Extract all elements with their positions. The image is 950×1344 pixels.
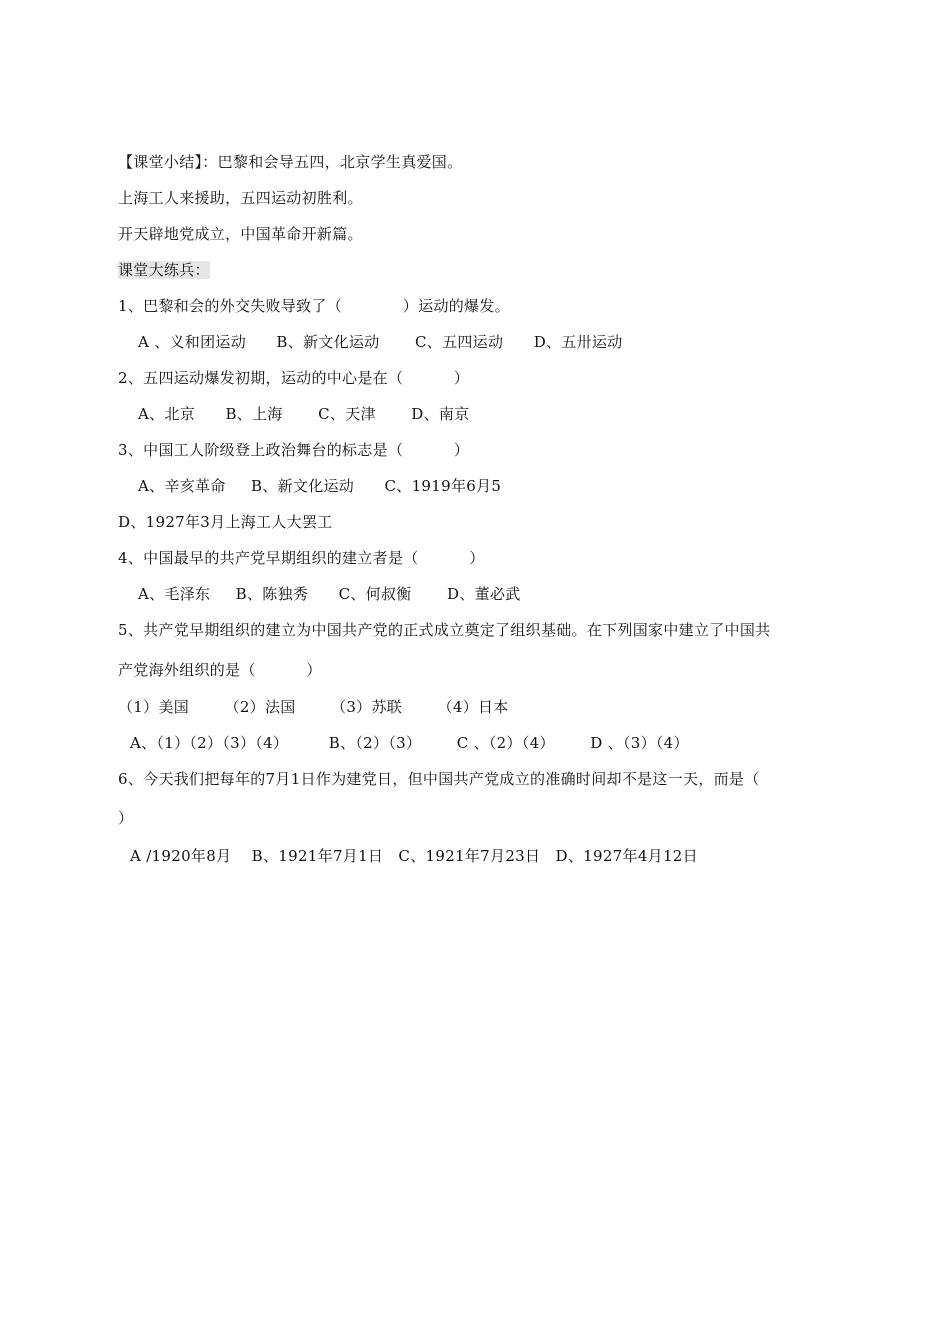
question-3-option-d: D、1927年3月上海工人大罢工 [118, 513, 333, 531]
question-1-options: A 、义和团运动 B、新文化运动 C、五四运动 D、五卅运动 [138, 333, 623, 351]
question-5-stem-line-2: 产党海外组织的是（ ） [118, 661, 322, 679]
question-3-options: A、辛亥革命 B、新文化运动 C、1919年6月5 [138, 477, 502, 495]
question-4-stem: 4、中国最早的共产党早期组织的建立者是（ ） [118, 549, 485, 567]
question-3-stem: 3、中国工人阶级登上政治舞台的标志是（ ） [118, 441, 470, 459]
practice-heading-text: 课堂大练兵： [118, 261, 210, 279]
question-5-options: A、（1）（2）（3）（4） B、（2）（3） C 、（2）（4） D 、（3）（4） [130, 734, 689, 752]
question-5-stem-line-1: 5、共产党早期组织的建立为中国共产党的正式成立奠定了组织基础。在下列国家中建立了中国共 [118, 621, 771, 639]
question-6-stem-line-2: ） [118, 809, 134, 827]
question-1-stem: 1、巴黎和会的外交失败导致了（ ）运动的爆发。 [118, 297, 510, 315]
question-2-options: A、北京 B、上海 C、天津 D、南京 [138, 405, 470, 423]
question-2-stem: 2、五四运动爆发初期，运动的中心是在（ ） [118, 369, 470, 387]
question-4-options: A、毛泽东 B、陈独秀 C、何叔衡 D、董必武 [138, 585, 521, 603]
practice-heading [118, 260, 210, 280]
question-5-choices: （1）美国 （2）法国 （3）苏联 （4）日本 [118, 698, 509, 716]
summary-line-2: 上海工人来援助，五四运动初胜利。 [118, 189, 363, 207]
summary-line-3: 开天辟地党成立，中国革命开新篇。 [118, 225, 363, 243]
summary-line-1: 【课堂小结】：巴黎和会导五四，北京学生真爱国。 [118, 153, 463, 171]
question-6-stem-line-1: 6、今天我们把每年的7月1日作为建党日，但中国共产党成立的准确时间却不是这一天，而是（ [118, 770, 760, 788]
question-6-options: A /1920年8月 B、1921年7月1日 C、1921年7月23日 D、1927年4月12日 [130, 847, 698, 865]
